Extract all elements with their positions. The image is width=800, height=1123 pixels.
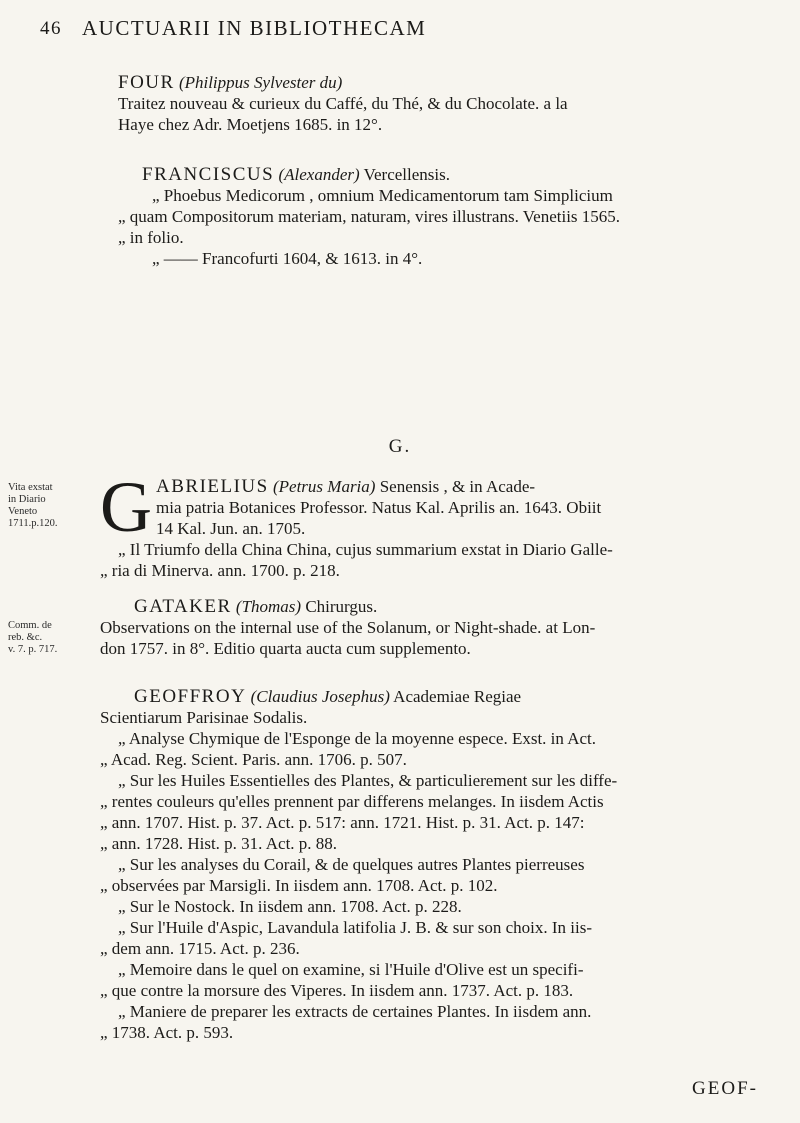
entry-line: Traitez nouveau & curieux du Caffé, du Thé, & du Chocolate. a la [118, 94, 568, 113]
entry-line: „ ann. 1707. Hist. p. 37. Act. p. 517: ann. 1721. Hist. p. 31. Act. p. 147: [100, 813, 585, 832]
entry-line: „ Acad. Reg. Scient. Paris. ann. 1706. p. 507. [100, 750, 407, 769]
entry-line: „ Sur les Huiles Essentielles des Plantes, & particulierement sur les diffe- [118, 771, 618, 790]
page-header [40, 16, 760, 46]
entry-line: 14 Kal. Jun. an. 1705. [156, 519, 306, 538]
entry-line: „ rentes couleurs qu'elles prennent par differens melanges. In iisdem Actis [100, 792, 604, 811]
entry-franciscus [118, 164, 760, 269]
entry-name: GATAKER [134, 596, 232, 617]
entry-forename: (Alexander) [278, 165, 360, 184]
entry-line: „ Sur les analyses du Corail, & de quelques autres Plantes pierreuses [118, 855, 585, 874]
entry-line: „ Sur l'Huile d'Aspic, Lavandula latifolia J. B. & sur son choix. In iis- [118, 918, 593, 937]
drop-cap: G [100, 467, 152, 547]
entry-line: „ Maniere de preparer les extracts de certaines Plantes. In iisdem ann. [118, 1002, 592, 1021]
entry-forename: (Claudius Josephus) [250, 687, 390, 706]
entry-line: „ que contre la morsure des Viperes. In iisdem ann. 1737. Act. p. 183. [100, 981, 574, 1000]
entry-gabrielius [100, 467, 760, 581]
entry-line: „ Memoire dans le quel on examine, si l'Huile d'Olive est un specifi- [118, 960, 584, 979]
entry-name: FRANCISCUS [142, 164, 275, 185]
entry-line: „ quam Compositorum materiam, naturam, vires illustrans. Venetiis 1565. [118, 207, 621, 226]
entry-line: „ observées par Marsigli. In iisdem ann. 1708. Act. p. 102. [100, 876, 498, 895]
entry-line: „ 1738. Act. p. 593. [100, 1023, 234, 1042]
entry-rest: Academiae Regiae [393, 687, 522, 706]
entry-forename: (Petrus Maria) [272, 477, 376, 496]
entry-line: Observations on the internal use of the Solanum, or Night-shade. at Lon- [100, 618, 596, 637]
entry-line: Scientiarum Parisinae Sodalis. [100, 708, 308, 727]
entry-name: FOUR [118, 72, 175, 93]
entry-line: Senensis , & in Acade- [379, 477, 536, 496]
entry-line: „ Il Triumfo della China China, cujus summarium exstat in Diario Galle- [118, 540, 613, 559]
entry-line: Haye chez Adr. Moetjens 1685. in 12°. [118, 115, 383, 134]
entry-rest: Vercellensis. [363, 165, 450, 184]
entry-line: „ ann. 1728. Hist. p. 31. Act. p. 88. [100, 834, 338, 853]
entry-geoffroy [100, 686, 760, 1043]
entry-rest: Chirurgus. [305, 597, 378, 616]
margin-note-gabrielius: Vita exstat in Diario Veneto 1711.p.120. [8, 482, 58, 529]
entry-name: ABRIELIUS [156, 476, 269, 497]
entry-line: „ Analyse Chymique de l'Esponge de la moyenne espece. Exst. in Act. [118, 729, 597, 748]
entry-line: „ —— Francofurti 1604, & 1613. in 4°. [152, 249, 423, 268]
entry-line: „ dem ann. 1715. Act. p. 236. [100, 939, 300, 958]
page-number: 46 [40, 18, 62, 39]
entry-line: „ in folio. [118, 228, 184, 247]
section-letter: G. [388, 436, 412, 457]
entry-line: „ Sur le Nostock. In iisdem ann. 1708. Act. p. 228. [118, 897, 462, 916]
entry-forename: (Thomas) [235, 597, 302, 616]
entry-name: GEOFFROY [134, 686, 247, 707]
entry-line: „ ria di Minerva. ann. 1700. p. 218. [100, 561, 340, 580]
entry-line: „ Phoebus Medicorum , omnium Medicamentorum tam Simplicium [152, 186, 613, 205]
entry-four [118, 72, 760, 135]
catchword: GEOF- [692, 1078, 758, 1099]
entry-line: mia patria Botanices Professor. Natus Kal. Aprilis an. 1643. Obiit [156, 498, 602, 517]
entry-line: don 1757. in 8°. Editio quarta aucta cum supplemento. [100, 639, 471, 658]
running-title: AUCTUARII IN BIBLIOTHECAM [82, 16, 427, 40]
entry-gataker [100, 596, 760, 659]
entry-forename: (Philippus Sylvester du) [178, 73, 343, 92]
margin-note-gataker: Comm. de reb. &c. v. 7. p. 717. [8, 620, 58, 655]
